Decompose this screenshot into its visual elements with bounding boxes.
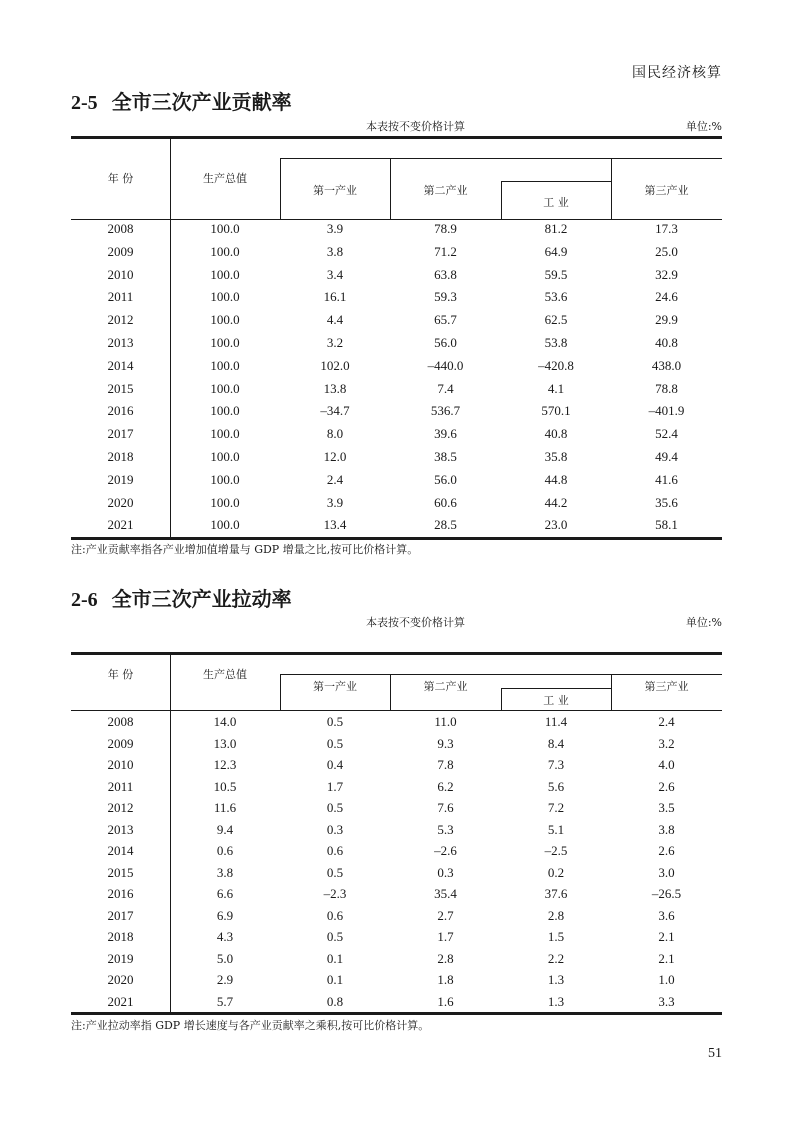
bottom-rule xyxy=(71,1012,722,1015)
cell-industry: 11.4 xyxy=(544,714,568,729)
cell-tertiary: –26.5 xyxy=(651,886,682,901)
sector-group-rule xyxy=(280,158,722,159)
cell-tertiary: 78.8 xyxy=(655,380,678,396)
table-title-2-5 xyxy=(71,86,292,115)
cell-tertiary: 3.5 xyxy=(658,800,675,815)
cell-tertiary: 40.8 xyxy=(655,335,678,350)
cell-primary: 0.1 xyxy=(326,972,344,987)
cell-primary: 3.9 xyxy=(326,494,344,510)
cell-primary: 102.0 xyxy=(320,357,350,373)
cell-primary: 0.3 xyxy=(326,821,344,837)
column-header-primary: 第一产业 xyxy=(313,680,357,693)
cell-year: 2013 xyxy=(107,335,134,350)
cell-tertiary: 24.6 xyxy=(655,289,678,305)
cell-primary: 13.8 xyxy=(323,380,347,396)
cell-secondary: –440.0 xyxy=(427,357,464,373)
column-header-tertiary: 第三产业 xyxy=(644,680,689,693)
cell-year: 2014 xyxy=(107,843,134,858)
cell-tertiary: 25.0 xyxy=(655,243,678,259)
cell-year: 2015 xyxy=(107,864,134,880)
cell-industry: 62.5 xyxy=(544,312,568,328)
unit-label: 单位:% xyxy=(685,616,722,629)
cell-industry: 35.8 xyxy=(544,449,568,464)
cell-primary: 1.7 xyxy=(326,778,344,794)
cell-gdp: 100.0 xyxy=(210,266,240,282)
cell-gdp: 6.9 xyxy=(216,907,234,923)
cell-secondary: 78.9 xyxy=(434,221,457,236)
cell-year: 2020 xyxy=(107,494,134,510)
cell-tertiary: 35.6 xyxy=(655,494,678,510)
cell-gdp: 100.0 xyxy=(210,243,240,259)
cell-primary: 12.0 xyxy=(323,449,347,464)
cell-secondary: 5.3 xyxy=(437,821,454,837)
cell-gdp: 100.0 xyxy=(210,471,240,487)
cell-year: 2010 xyxy=(107,757,134,772)
cell-secondary: 59.3 xyxy=(434,289,457,305)
cell-gdp: 100.0 xyxy=(210,357,240,373)
column-header-industry: 工 业 xyxy=(543,694,569,707)
cell-gdp: 100.0 xyxy=(210,335,240,350)
cell-gdp: 100.0 xyxy=(210,449,240,464)
column-header-tertiary: 第三产业 xyxy=(644,184,689,197)
bottom-rule xyxy=(71,537,722,540)
running-head: 国民经济核算 xyxy=(632,65,722,81)
cell-year: 2019 xyxy=(107,471,134,487)
cell-year: 2015 xyxy=(107,380,134,396)
cell-industry: 570.1 xyxy=(541,403,571,419)
cell-tertiary: 2.6 xyxy=(658,778,675,794)
header-bottom-rule xyxy=(71,219,722,220)
cell-gdp: 100.0 xyxy=(210,289,240,305)
column-header-primary: 第一产业 xyxy=(313,184,357,197)
table-title-text: 全市三次产业拉动率 xyxy=(111,587,292,611)
cell-primary: 16.1 xyxy=(323,289,347,305)
cell-secondary: 39.6 xyxy=(434,426,457,442)
cell-primary: –2.3 xyxy=(323,886,347,901)
cell-primary: 13.4 xyxy=(323,517,347,533)
table-number: 2-6 xyxy=(71,589,98,611)
cell-industry: 53.8 xyxy=(544,335,568,350)
cell-gdp: 100.0 xyxy=(210,403,240,419)
cell-industry: 59.5 xyxy=(544,266,568,282)
cell-year: 2019 xyxy=(107,950,134,966)
cell-primary: 0.5 xyxy=(326,929,344,944)
column-header-secondary: 第二产业 xyxy=(423,680,468,693)
sector-group-rule xyxy=(280,674,722,675)
cell-tertiary: 49.4 xyxy=(655,449,678,464)
cell-tertiary: 2.6 xyxy=(658,843,675,858)
cell-industry: –2.5 xyxy=(544,843,568,858)
cell-industry: 1.3 xyxy=(547,993,565,1009)
header-bottom-rule xyxy=(71,710,722,711)
cell-year: 2021 xyxy=(107,517,134,533)
cell-industry: 40.8 xyxy=(544,426,568,442)
cell-tertiary: 32.9 xyxy=(655,266,678,282)
cell-secondary: 35.4 xyxy=(434,886,457,901)
cell-primary: 0.8 xyxy=(326,993,344,1009)
cell-industry: 44.8 xyxy=(544,471,568,487)
cell-industry: 4.1 xyxy=(547,380,565,396)
table-number: 2-5 xyxy=(71,92,98,114)
cell-primary: 3.8 xyxy=(326,243,344,259)
column-header-gdp: 生产总值 xyxy=(203,668,247,681)
cell-secondary: 7.4 xyxy=(437,380,454,396)
cell-year: 2009 xyxy=(107,243,134,259)
cell-industry: 1.5 xyxy=(547,929,565,944)
cell-gdp: 3.8 xyxy=(216,864,234,880)
cell-year: 2012 xyxy=(107,800,134,815)
cell-industry: 1.3 xyxy=(547,972,565,987)
cell-gdp: 9.4 xyxy=(216,821,234,837)
cell-year: 2008 xyxy=(107,714,134,729)
page-number: 51 xyxy=(708,1046,722,1061)
cell-year: 2011 xyxy=(107,289,134,305)
cell-secondary: 9.3 xyxy=(437,735,454,751)
cell-year: 2017 xyxy=(107,907,134,923)
cell-secondary: 56.0 xyxy=(434,335,457,350)
cell-secondary: 38.5 xyxy=(434,449,457,464)
table-title-text: 全市三次产业贡献率 xyxy=(111,90,292,114)
cell-gdp: 5.7 xyxy=(216,993,234,1009)
cell-tertiary: 4.0 xyxy=(658,757,675,772)
cell-year: 2021 xyxy=(107,993,134,1009)
cell-gdp: 2.9 xyxy=(216,972,234,987)
cell-secondary: 1.8 xyxy=(437,972,454,987)
cell-year: 2011 xyxy=(107,778,134,794)
cell-gdp: 100.0 xyxy=(210,312,240,328)
cell-year: 2020 xyxy=(107,972,134,987)
cell-year: 2018 xyxy=(107,929,134,944)
cell-year: 2014 xyxy=(107,357,134,373)
cell-industry: 0.2 xyxy=(547,864,565,880)
cell-secondary: 2.7 xyxy=(437,907,454,923)
column-header-industry: 工 业 xyxy=(543,196,569,209)
cell-gdp: 100.0 xyxy=(210,380,240,396)
cell-primary: 4.4 xyxy=(326,312,344,328)
cell-year: 2008 xyxy=(107,221,134,236)
cell-tertiary: 52.4 xyxy=(655,426,678,442)
industry-sub-rule xyxy=(501,688,611,689)
cell-year: 2010 xyxy=(107,266,134,282)
cell-secondary: 65.7 xyxy=(434,312,457,328)
cell-gdp: 11.6 xyxy=(213,800,237,815)
cell-industry: 5.1 xyxy=(547,821,565,837)
unit-label: 单位:% xyxy=(685,120,722,133)
cell-industry: 44.2 xyxy=(544,494,568,510)
cell-industry: 7.2 xyxy=(547,800,565,815)
cell-gdp: 12.3 xyxy=(213,757,237,772)
cell-secondary: 536.7 xyxy=(430,403,461,419)
cell-industry: 23.0 xyxy=(544,517,568,533)
cell-industry: –420.8 xyxy=(538,357,574,373)
cell-secondary: 2.8 xyxy=(437,950,454,966)
cell-secondary: 63.8 xyxy=(434,266,457,282)
top-rule xyxy=(71,652,722,655)
cell-primary: 8.0 xyxy=(326,426,344,442)
cell-primary: 0.5 xyxy=(326,800,344,815)
footnote: 注:产业拉动率指 GDP 增长速度与各产业贡献率之乘积,按可比价格计算。 xyxy=(71,1019,430,1032)
cell-industry: 2.8 xyxy=(547,907,565,923)
cell-primary: 3.9 xyxy=(326,221,344,236)
cell-tertiary: 41.6 xyxy=(655,471,678,487)
cell-industry: 8.4 xyxy=(547,735,565,751)
cell-industry: 37.6 xyxy=(544,886,568,901)
cell-gdp: 100.0 xyxy=(210,221,240,236)
cell-secondary: 6.2 xyxy=(437,778,454,794)
cell-primary: 0.5 xyxy=(326,714,344,729)
cell-gdp: 100.0 xyxy=(210,517,240,533)
cell-secondary: 56.0 xyxy=(434,471,457,487)
column-header-gdp: 生产总值 xyxy=(203,172,247,185)
cell-primary: 0.1 xyxy=(326,950,344,966)
cell-primary: 3.4 xyxy=(326,266,344,282)
cell-primary: 3.2 xyxy=(326,335,344,350)
cell-primary: 0.6 xyxy=(326,907,344,923)
cell-tertiary: 17.3 xyxy=(655,221,678,236)
cell-gdp: 0.6 xyxy=(216,843,234,858)
cell-secondary: 28.5 xyxy=(434,517,457,533)
cell-gdp: 100.0 xyxy=(210,494,240,510)
column-header-year: 年 份 xyxy=(107,668,134,681)
cell-gdp: 100.0 xyxy=(210,426,240,442)
calc-note: 本表按不变价格计算 xyxy=(366,616,465,629)
cell-industry: 5.6 xyxy=(547,778,565,794)
cell-tertiary: 3.3 xyxy=(658,993,675,1009)
calc-note: 本表按不变价格计算 xyxy=(366,120,465,133)
cell-secondary: –2.6 xyxy=(434,843,457,858)
cell-gdp: 10.5 xyxy=(213,778,237,794)
cell-year: 2012 xyxy=(107,312,134,328)
cell-secondary: 1.6 xyxy=(437,993,454,1009)
table-title-2-6 xyxy=(71,583,292,612)
top-rule xyxy=(71,136,722,139)
cell-industry: 81.2 xyxy=(544,221,568,236)
cell-secondary: 7.8 xyxy=(437,757,454,772)
column-header-year: 年 份 xyxy=(107,172,134,185)
cell-tertiary: 3.6 xyxy=(658,907,675,923)
cell-industry: 2.2 xyxy=(547,950,565,966)
cell-industry: 53.6 xyxy=(544,289,568,305)
cell-tertiary: 3.0 xyxy=(658,864,675,880)
cell-year: 2016 xyxy=(107,403,134,419)
cell-gdp: 6.6 xyxy=(216,886,234,901)
cell-tertiary: 58.1 xyxy=(655,517,678,533)
cell-gdp: 14.0 xyxy=(213,714,237,729)
cell-tertiary: 438.0 xyxy=(651,357,682,373)
cell-primary: 0.5 xyxy=(326,864,344,880)
cell-year: 2018 xyxy=(107,449,134,464)
cell-industry: 7.3 xyxy=(547,757,565,772)
cell-primary: 0.5 xyxy=(326,735,344,751)
cell-tertiary: 2.1 xyxy=(658,929,675,944)
cell-primary: 2.4 xyxy=(326,471,344,487)
cell-secondary: 11.0 xyxy=(434,714,457,729)
cell-tertiary: –401.9 xyxy=(648,403,685,419)
cell-secondary: 60.6 xyxy=(434,494,457,510)
cell-secondary: 0.3 xyxy=(437,864,454,880)
cell-gdp: 4.3 xyxy=(216,929,234,944)
cell-tertiary: 2.1 xyxy=(658,950,675,966)
cell-industry: 64.9 xyxy=(544,243,568,259)
industry-sub-rule xyxy=(501,181,611,182)
column-header-secondary: 第二产业 xyxy=(423,184,468,197)
cell-tertiary: 1.0 xyxy=(658,972,675,987)
cell-secondary: 1.7 xyxy=(437,929,454,944)
cell-year: 2017 xyxy=(107,426,134,442)
cell-primary: 0.4 xyxy=(326,757,344,772)
cell-primary: 0.6 xyxy=(326,843,344,858)
cell-tertiary: 2.4 xyxy=(658,714,675,729)
cell-year: 2016 xyxy=(107,886,134,901)
cell-tertiary: 3.2 xyxy=(658,735,675,751)
cell-gdp: 5.0 xyxy=(216,950,234,966)
footnote: 注:产业贡献率指各产业增加值增量与 GDP 增量之比,按可比价格计算。 xyxy=(71,543,419,556)
cell-gdp: 13.0 xyxy=(213,735,237,751)
cell-tertiary: 3.8 xyxy=(658,821,675,837)
cell-secondary: 7.6 xyxy=(437,800,454,815)
cell-secondary: 71.2 xyxy=(434,243,457,259)
cell-tertiary: 29.9 xyxy=(655,312,678,328)
cell-primary: –34.7 xyxy=(320,403,350,419)
cell-year: 2009 xyxy=(107,735,134,751)
cell-year: 2013 xyxy=(107,821,134,837)
